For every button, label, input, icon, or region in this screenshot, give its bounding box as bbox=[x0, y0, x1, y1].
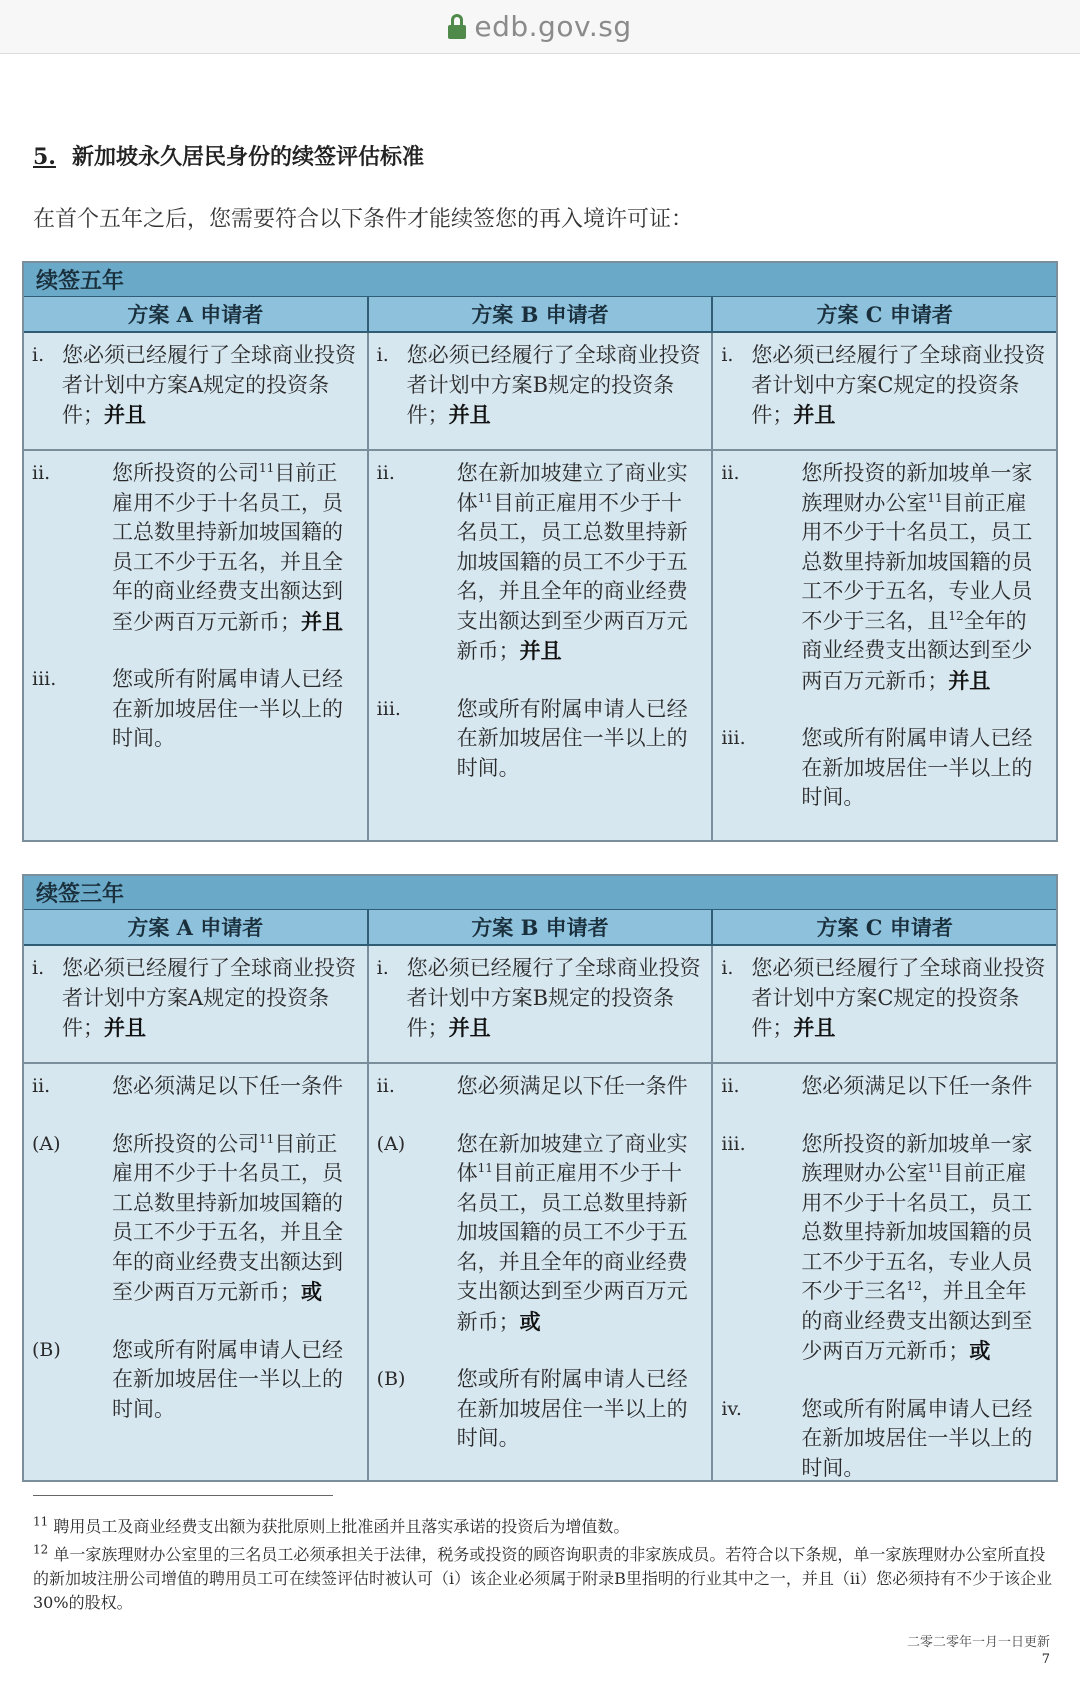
item-text: 您或所有附属申请人已经在新加坡居住一半以上的时间。 bbox=[112, 1337, 343, 1421]
item-text: 您必须已经履行了全球商业投资者计划中方案A规定的投资条件； bbox=[62, 343, 356, 427]
item-text: 您必须已经履行了全球商业投资者计划中方案A规定的投资条件； bbox=[62, 956, 356, 1040]
item-text-block bbox=[112, 665, 357, 754]
item-marker: i. bbox=[721, 344, 734, 366]
item-text-block bbox=[457, 459, 702, 667]
table-cell bbox=[711, 946, 1056, 1062]
requirement-item bbox=[32, 341, 357, 431]
item-text-pre: 您在新加坡建立了商业实体 bbox=[456, 1131, 688, 1185]
header-plan-a: 方案 A 申请者 bbox=[127, 915, 264, 940]
item-conjunction: 并且 bbox=[948, 667, 991, 693]
item-conjunction: 并且 bbox=[519, 638, 562, 663]
item-text: 您或所有附属申请人已经在新加坡居住一半以上的时间。 bbox=[801, 1396, 1033, 1480]
table-cell bbox=[24, 946, 367, 1062]
item-conjunction: 并且 bbox=[793, 1015, 836, 1040]
item-marker: ii. bbox=[32, 1075, 51, 1097]
item-marker: i. bbox=[721, 957, 734, 979]
item-text-pre: 您所投资的新加坡单一家族理财办公室 bbox=[801, 1131, 1033, 1185]
item-text-block bbox=[62, 341, 357, 431]
url-domain: edb.gov.sg bbox=[474, 10, 632, 43]
item-text-block bbox=[457, 1072, 702, 1102]
item-text-cont: 全年的商业经费支出额达到至少两百万元新币； bbox=[801, 608, 1033, 693]
item-marker: i. bbox=[376, 344, 389, 366]
item-text-block bbox=[751, 341, 1046, 431]
footnote-divider bbox=[33, 1495, 333, 1496]
item-marker: ii. bbox=[32, 462, 51, 484]
item-conjunction: 并且 bbox=[793, 402, 836, 427]
item-text-block bbox=[112, 1072, 357, 1102]
section-heading bbox=[33, 140, 424, 171]
item-marker: i. bbox=[32, 957, 45, 979]
item-text-block bbox=[112, 459, 357, 637]
footnote-11: $^{11}$ 聘用员工及商业经费支出额为获批原则上批准函并且落实承诺的投资后为增值数。 bbox=[33, 1514, 630, 1536]
header-plan-b: 方案 B 申请者 bbox=[367, 297, 712, 331]
lock-icon bbox=[448, 14, 466, 40]
item-conjunction: 或 bbox=[519, 1308, 541, 1334]
item-conjunction: 并且 bbox=[301, 608, 343, 634]
item-text: 您或所有附属申请人已经在新加坡居住一半以上的时间。 bbox=[801, 726, 1033, 809]
item-conjunction: 并且 bbox=[448, 1015, 491, 1040]
item-text: 您或所有附属申请人已经在新加坡居住一半以上的时间。 bbox=[456, 696, 688, 780]
requirement-item bbox=[721, 954, 1046, 1044]
item-text-block bbox=[457, 695, 702, 784]
item-text: 您或所有附属申请人已经在新加坡居住一半以上的时间。 bbox=[456, 1367, 688, 1450]
footnote-ref: 11 bbox=[477, 490, 493, 505]
item-conjunction: 并且 bbox=[104, 1015, 146, 1040]
requirement-item bbox=[32, 459, 357, 637]
item-marker: (B) bbox=[32, 1338, 61, 1361]
requirement-item bbox=[721, 459, 1046, 696]
requirement-item bbox=[721, 1130, 1046, 1367]
item-text-block bbox=[801, 459, 1046, 696]
table-band-title: 续签三年 bbox=[24, 876, 1056, 910]
item-text: 目前正雇用不少于十名员工，员工总数里持新加坡国籍的员工不少于五名，专业人员不少于三名 bbox=[801, 1161, 1033, 1303]
item-text-block bbox=[801, 1130, 1046, 1367]
table-cell bbox=[24, 1064, 367, 1480]
item-conjunction: 或 bbox=[969, 1338, 991, 1363]
item-text-block bbox=[407, 954, 702, 1044]
requirement-item bbox=[377, 1072, 702, 1102]
item-text-pre: 您所投资的新加坡单一家族理财办公室 bbox=[801, 461, 1033, 515]
item-marker: iii. bbox=[721, 727, 746, 749]
item-text: 目前正雇用不少于十名员工，员工总数里持新加坡国籍的员工不少于五名，并且全年的商业经费支出额达到至少两百万元新币； bbox=[456, 490, 688, 663]
item-marker: i. bbox=[376, 957, 389, 979]
table-header-row bbox=[24, 297, 1056, 333]
item-conjunction: 或 bbox=[301, 1279, 322, 1304]
item-text-cont: ，并且全年的商业经费支出额达到至少两百万元新币； bbox=[801, 1279, 1033, 1363]
item-conjunction: 并且 bbox=[104, 402, 146, 427]
item-text: 您必须已经履行了全球商业投资者计划中方案C规定的投资条件； bbox=[751, 956, 1046, 1040]
requirement-item bbox=[377, 1365, 702, 1454]
item-marker: ii. bbox=[376, 462, 395, 484]
page-number: 7 bbox=[1041, 1652, 1050, 1667]
requirement-item bbox=[32, 1336, 357, 1425]
item-marker: ii. bbox=[721, 1075, 740, 1097]
update-date: 二零二零年一月一日更新 bbox=[906, 1635, 1050, 1650]
renewal-five-year-table bbox=[22, 261, 1058, 842]
table-cell bbox=[711, 1064, 1056, 1480]
footnote-ref: 12 bbox=[948, 608, 964, 623]
item-conjunction: 并且 bbox=[448, 402, 491, 427]
table-cell bbox=[367, 333, 712, 449]
item-text: 您必须满足以下任一条件 bbox=[801, 1074, 1033, 1098]
item-text-block bbox=[457, 1130, 702, 1338]
header-plan-a: 方案 A 申请者 bbox=[127, 302, 264, 327]
item-text: 您必须满足以下任一条件 bbox=[112, 1074, 343, 1098]
table-row bbox=[24, 1064, 1056, 1480]
requirement-item bbox=[32, 1130, 357, 1308]
item-text-block bbox=[112, 1130, 357, 1308]
header-plan-b: 方案 B 申请者 bbox=[367, 910, 712, 944]
requirement-item bbox=[721, 724, 1046, 813]
item-text: 目前正雇用不少于十名员工，员工总数里持新加坡国籍的员工不少于五名，并且全年的商业经费支出额达到至少两百万元新币； bbox=[456, 1161, 688, 1334]
item-text: 您必须满足以下任一条件 bbox=[456, 1074, 688, 1098]
header-plan-c: 方案 C 申请者 bbox=[711, 910, 1056, 944]
item-marker: iv. bbox=[721, 1397, 742, 1420]
footnote-ref: 11 bbox=[477, 1161, 493, 1175]
item-text: 您或所有附属申请人已经在新加坡居住一半以上的时间。 bbox=[112, 667, 343, 750]
item-text-pre: 您所投资的公司 bbox=[112, 1131, 259, 1156]
requirement-item bbox=[32, 1072, 357, 1102]
item-text-pre: 您在新加坡建立了商业实体 bbox=[456, 461, 688, 515]
footnote-ref: 11 bbox=[259, 461, 275, 475]
item-marker: ii. bbox=[376, 1075, 395, 1097]
item-text-block bbox=[62, 954, 357, 1044]
renewal-three-year-table bbox=[22, 874, 1058, 1482]
footnotes bbox=[33, 1515, 1053, 1615]
table-header-row bbox=[24, 910, 1056, 946]
item-marker: (A) bbox=[376, 1132, 406, 1155]
item-text: 目前正雇用不少于十名员工，员工总数里持新加坡国籍的员工不少于五名，并且全年的商业经费支出额达到至少两百万元新币； bbox=[112, 461, 343, 634]
item-text-block bbox=[112, 1336, 357, 1425]
item-text: 您必须已经履行了全球商业投资者计划中方案B规定的投资条件； bbox=[406, 343, 701, 427]
footnote-ref: 11 bbox=[927, 1161, 943, 1175]
item-marker: iii. bbox=[32, 668, 57, 690]
browser-url-bar[interactable] bbox=[0, 0, 1080, 54]
requirement-item bbox=[377, 954, 702, 1044]
table-row bbox=[24, 946, 1056, 1064]
item-text: 您必须已经履行了全球商业投资者计划中方案C规定的投资条件； bbox=[751, 343, 1046, 427]
item-text-block bbox=[457, 1365, 702, 1454]
item-marker: ii. bbox=[721, 462, 740, 484]
item-marker: iii. bbox=[721, 1132, 746, 1155]
item-text: 您必须已经履行了全球商业投资者计划中方案B规定的投资条件； bbox=[406, 956, 701, 1040]
header-plan-c: 方案 C 申请者 bbox=[711, 297, 1056, 331]
table-cell bbox=[24, 451, 367, 840]
table-cell bbox=[711, 333, 1056, 449]
item-marker: (B) bbox=[376, 1368, 406, 1390]
requirement-item bbox=[32, 665, 357, 754]
item-marker: (A) bbox=[32, 1132, 61, 1155]
item-marker: iii. bbox=[376, 697, 401, 720]
table-row bbox=[24, 451, 1056, 840]
item-text-block bbox=[751, 954, 1046, 1044]
table-cell bbox=[367, 946, 712, 1062]
requirement-item bbox=[377, 459, 702, 667]
item-marker: i. bbox=[32, 344, 45, 366]
requirement-item bbox=[32, 954, 357, 1044]
footnote-ref: 11 bbox=[927, 490, 943, 505]
table-cell bbox=[367, 1064, 712, 1480]
table-cell bbox=[24, 333, 367, 449]
requirement-item bbox=[721, 1072, 1046, 1102]
item-text-block bbox=[801, 1072, 1046, 1102]
item-text-block bbox=[407, 341, 702, 431]
item-text-pre: 您所投资的公司 bbox=[112, 461, 259, 485]
footnote-ref: 11 bbox=[259, 1131, 275, 1146]
footnote-12: $^{12}$ 单一家族理财办公室里的三名员工必须承担关于法律，税务或投资的顾咨询职责的非家族成员。若符合以下条规，单一家族理财办公室所直投的新加坡注册公司增值的聘用员工可在续签评估时被认可（i）该企业必须属于附录B里指明的行业其中之一，并且（ii）您必须持有不少于该企业30%的股权。 bbox=[33, 1542, 1053, 1612]
item-text: 目前正雇用不少于十名员工，员工总数里持新加坡国籍的员工不少于五名，专业人员不少于三名，且 bbox=[801, 490, 1033, 633]
item-text: 目前正雇用不少于十名员工，员工总数里持新加坡国籍的员工不少于五名，并且全年的商业经费支出额达到至少两百万元新币； bbox=[112, 1131, 343, 1304]
requirement-item bbox=[721, 341, 1046, 431]
footnote-ref: 12 bbox=[906, 1279, 922, 1293]
section-number: 5. bbox=[33, 144, 56, 170]
requirement-item bbox=[377, 695, 702, 784]
item-text-block bbox=[801, 1395, 1046, 1484]
section-title: 新加坡永久居民身份的续签评估标准 bbox=[71, 144, 424, 170]
table-band-title: 续签五年 bbox=[24, 263, 1056, 297]
requirement-item bbox=[377, 341, 702, 431]
table-cell bbox=[367, 451, 712, 840]
table-cell bbox=[711, 451, 1056, 840]
requirement-item bbox=[377, 1130, 702, 1338]
table-row bbox=[24, 333, 1056, 451]
requirement-item bbox=[721, 1395, 1046, 1484]
intro-text: 在首个五年之后，您需要符合以下条件才能续签您的再入境许可证： bbox=[33, 207, 694, 232]
item-text-block bbox=[801, 724, 1046, 813]
